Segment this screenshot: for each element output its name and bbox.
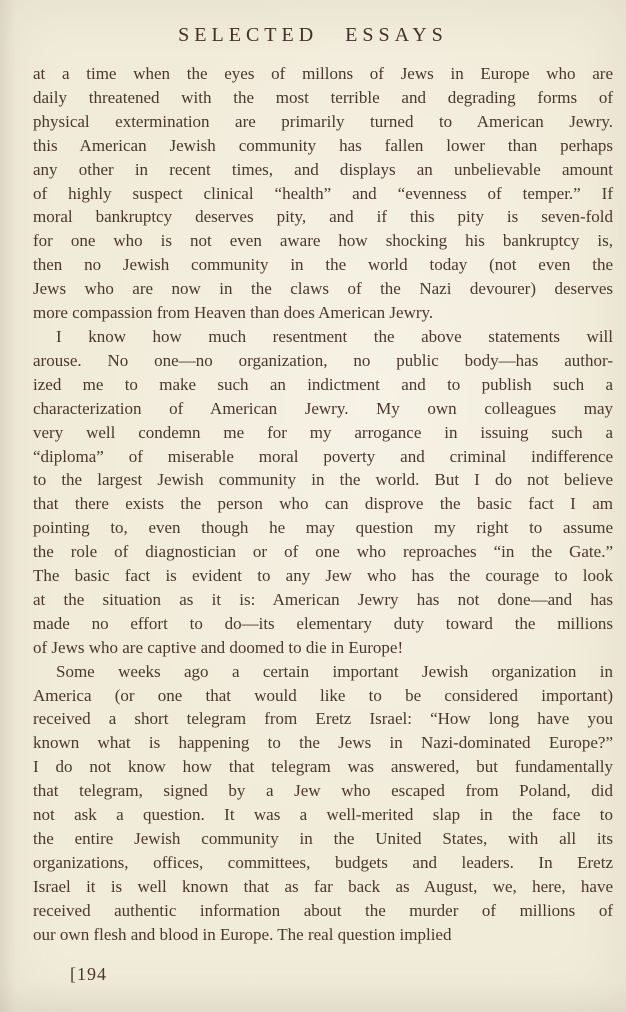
text-line: any other in recent times, and displays an unbelievable amount	[33, 159, 613, 179]
text-line: Some weeks ago a certain important Jewish organization in	[56, 661, 613, 681]
text-line: physical extermination are primarily turned to American Jewry.	[33, 111, 613, 131]
body-text	[33, 62, 613, 947]
paragraph	[33, 325, 613, 660]
text-line: to the largest Jewish community in the world. But I do not believe	[33, 470, 613, 490]
text-line: received a short telegram from Eretz Israel: “How long have you	[33, 709, 613, 729]
text-line: America (or one that would like to be considered important)	[33, 685, 613, 705]
text-line: the entire Jewish community in the United States, with all its	[33, 829, 613, 848]
text-line: pointing to, even though he may question my right to assume	[33, 518, 613, 538]
running-head: SELECTED ESSAYS	[178, 24, 448, 46]
text-line: characterization of American Jewry. My own colleagues may	[33, 398, 613, 418]
text-line: I know how much resentment the above statements will	[56, 326, 613, 346]
text-line: Israel it is well known that as far back as August, we, here, have	[33, 876, 613, 896]
text-line: of highly suspect clinical “health” and “evenness of temper.” If	[33, 183, 613, 203]
text-line: at a time when the eyes of millons of Jews in Europe who are	[33, 64, 613, 83]
text-line: daily threatened with the most terrible and degrading forms of	[33, 87, 613, 107]
text-line: organizations, offices, committees, budgets and leaders. In Eretz	[33, 852, 613, 872]
text-line: not ask a question. It was a well-merited slap in the face to	[33, 805, 613, 825]
text-line: moral bankruptcy deserves pity, and if this pity is seven-fold	[33, 207, 613, 227]
text-line: received authentic information about the murder of millions of	[33, 900, 613, 920]
text-line: then no Jewish community in the world today (not even the	[33, 255, 613, 275]
text-line: very well condemn me for my arrogance in issuing such a	[33, 422, 613, 442]
text-line: known what is happening to the Jews in Nazi-dominated Europe?”	[33, 733, 613, 753]
text-line: The basic fact is evident to any Jew who has the courage to look	[33, 566, 613, 586]
page-number: [194	[70, 964, 107, 984]
paragraph	[33, 660, 613, 947]
text-line: our own flesh and blood in Europe. The real question implied	[33, 924, 452, 944]
text-line: that there exists the person who can disprove the basic fact I am	[33, 494, 613, 514]
text-line: at the situation as it is: American Jewry has not done—and has	[33, 589, 613, 609]
text-line: “diploma” of miserable moral poverty and criminal indifference	[33, 446, 613, 466]
text-line: made no effort to do—its elementary duty toward the millions	[33, 613, 613, 633]
paragraph	[33, 62, 613, 325]
text-line: more compassion from Heaven than does American Jewry.	[33, 303, 434, 323]
text-line: for one who is not even aware how shocking his bankruptcy is,	[33, 231, 613, 251]
text-line: this American Jewish community has fallen lower than perhaps	[33, 135, 613, 155]
text-line: I do not know how that telegram was answered, but fundamentally	[33, 757, 613, 777]
text-line: the role of diagnostician or of one who reproaches “in the Gate.”	[33, 542, 613, 562]
text-line: of Jews who are captive and doomed to die in Europe!	[33, 637, 404, 657]
text-line: that telegram, signed by a Jew who escaped from Poland, did	[33, 781, 613, 801]
text-line: arouse. No one—no organization, no public body—has author-	[33, 350, 613, 370]
text-line: ized me to make such an indictment and to publish such a	[33, 374, 613, 394]
text-line: Jews who are now in the claws of the Nazi devourer) deserves	[33, 279, 613, 299]
